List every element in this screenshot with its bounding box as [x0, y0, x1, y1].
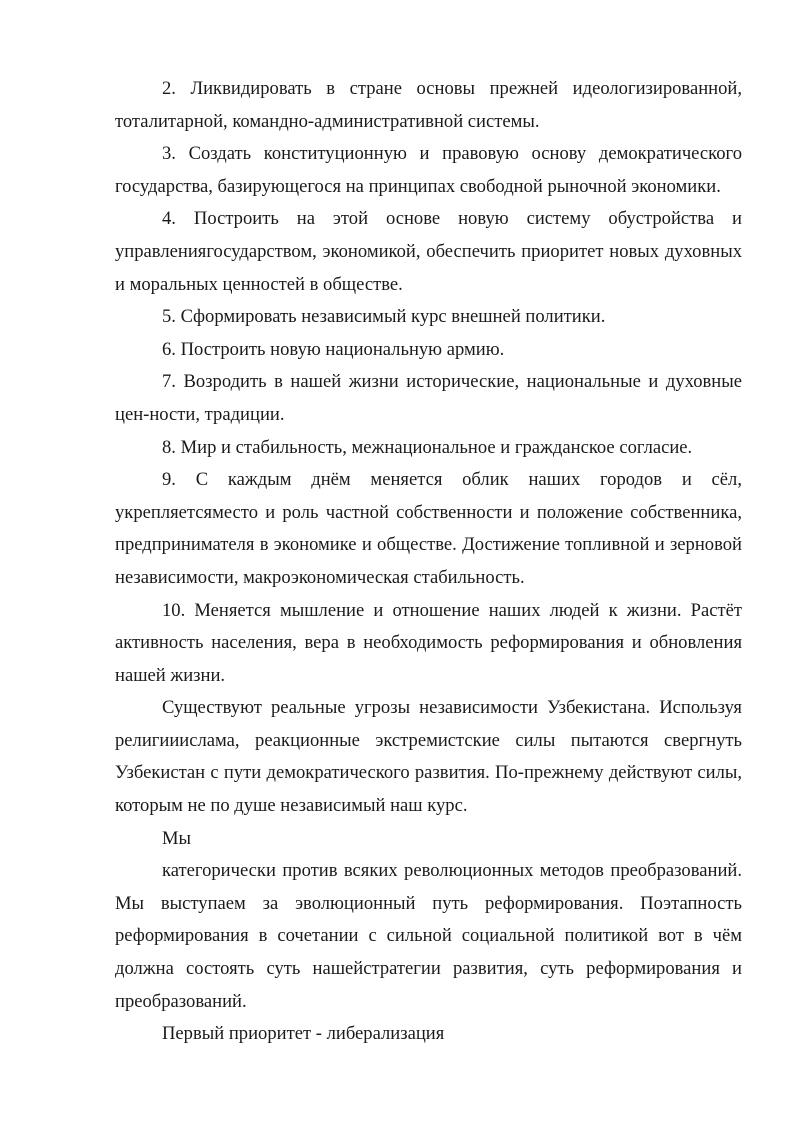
paragraph-threats: Существуют реальные угрозы независимости Узбекистана. Используя религииислама, реакционные экстремистские силы пытаются свергнуть Узбекистан с пути демократического развития. По-прежнему действуют силы, которым не по душе независимый наш курс.: [115, 697, 742, 817]
paragraph-item-4: 4. Построить на этой основе новую систему обустройства и управлениягосударством, экономикой, обеспечить приоритет новых духовных и моральных ценностей в обществе.: [115, 208, 742, 295]
paragraph-item-7: 7. Возродить в нашей жизни исторические, национальные и духовные цен-ности, традиции.: [115, 371, 742, 425]
paragraph-we: Мы: [162, 827, 192, 849]
document-page: [115, 73, 742, 1051]
paragraph-item-10: 10. Меняется мышление и отношение наших людей к жизни. Растёт активность населения, вера в необходимость реформирования и обновления нашей жизни.: [115, 599, 742, 686]
paragraph-item-9: 9. С каждым днём меняется облик наших городов и сёл, укрепляетсяместо и роль частной собственности и положение собственника, предпринимателя в экономике и обществе. Достижение топливной и зерновой независимости, макроэкономическая стабильность.: [115, 469, 742, 588]
paragraph-item-5: 5. Сформировать независимый курс внешней политики.: [162, 306, 606, 328]
paragraph-item-8: 8. Мир и стабильность, межнациональное и гражданское согласие.: [162, 436, 693, 458]
paragraph-evolution: категорически против всяких революционных методов преобразований. Мы выступаем за эволюционный путь реформирования. Поэтапность реформирования в сочетании с сильной социальной политикой вот в чём должна состоять суть нашейстратегии развития, суть реформирования и преобразований.: [115, 860, 742, 1012]
paragraph-item-6: 6. Построить новую национальную армию.: [162, 338, 505, 360]
paragraph-item-3: 3. Создать конституционную и правовую основу демократического государства, базирующегося на принципах свободной рыночной экономики.: [115, 143, 742, 197]
paragraph-item-2: 2. Ликвидировать в стране основы прежней идеологизированной, тоталитарной, командно-административной системы.: [115, 78, 742, 132]
paragraph-first-priority: Первый приоритет - либерализация: [162, 1023, 445, 1045]
